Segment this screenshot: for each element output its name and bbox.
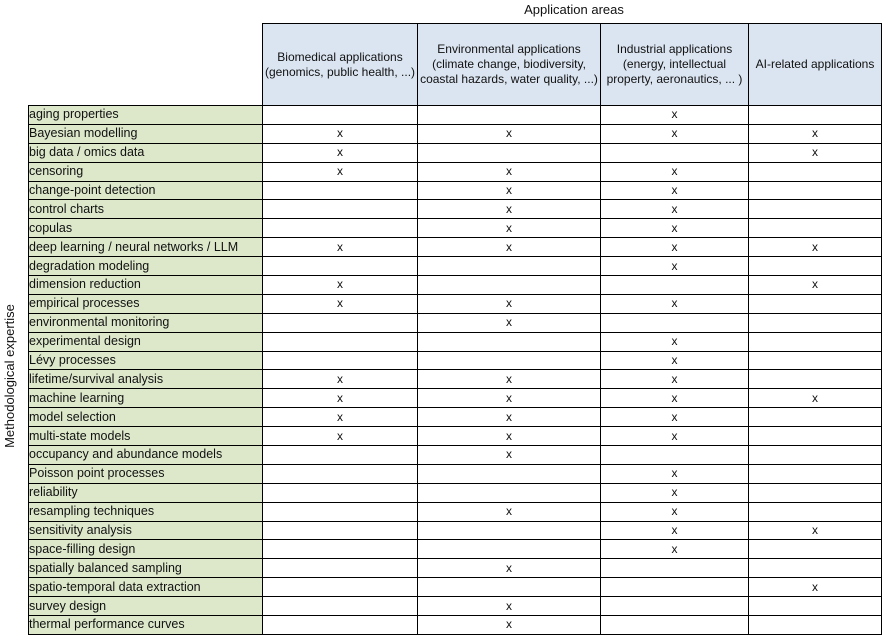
table-row xyxy=(29,351,882,370)
mark-cell xyxy=(418,332,601,351)
method-label: occupancy and abundance models xyxy=(29,446,263,465)
mark-cell: x xyxy=(749,143,882,162)
mark-cell xyxy=(749,294,882,313)
mark-cell: x xyxy=(263,294,418,313)
mark-cell: x xyxy=(601,370,749,389)
method-label: thermal performance curves xyxy=(29,616,263,635)
mark-cell: x xyxy=(601,408,749,427)
method-label: sensitivity analysis xyxy=(29,521,263,540)
matrix-body xyxy=(29,106,882,635)
method-label: aging properties xyxy=(29,106,263,125)
mark-cell xyxy=(749,257,882,276)
method-label: censoring xyxy=(29,162,263,181)
mark-cell: x xyxy=(601,124,749,143)
mark-cell: x xyxy=(601,162,749,181)
mark-cell: x xyxy=(601,540,749,559)
table-row xyxy=(29,276,882,295)
expertise-matrix-table xyxy=(28,23,882,635)
table-row xyxy=(29,559,882,578)
mark-cell: x xyxy=(263,370,418,389)
method-label: Bayesian modelling xyxy=(29,124,263,143)
mark-cell: x xyxy=(601,257,749,276)
method-label: empirical processes xyxy=(29,294,263,313)
table-row xyxy=(29,483,882,502)
table-row xyxy=(29,238,882,257)
table-row xyxy=(29,106,882,125)
mark-cell: x xyxy=(418,446,601,465)
mark-cell xyxy=(418,521,601,540)
mark-cell xyxy=(418,106,601,125)
mark-cell: x xyxy=(418,238,601,257)
method-label: spatially balanced sampling xyxy=(29,559,263,578)
mark-cell xyxy=(418,276,601,295)
mark-cell: x xyxy=(601,521,749,540)
mark-cell xyxy=(749,597,882,616)
mark-cell xyxy=(749,464,882,483)
method-label: machine learning xyxy=(29,389,263,408)
mark-cell: x xyxy=(601,106,749,125)
methodological-expertise-title: Methodological expertise xyxy=(2,304,17,448)
mark-cell: x xyxy=(263,427,418,446)
mark-cell xyxy=(418,143,601,162)
mark-cell: x xyxy=(601,332,749,351)
mark-cell: x xyxy=(418,181,601,200)
mark-cell xyxy=(601,276,749,295)
method-label: Poisson point processes xyxy=(29,464,263,483)
mark-cell: x xyxy=(418,294,601,313)
method-label: multi-state models xyxy=(29,427,263,446)
mark-cell: x xyxy=(749,578,882,597)
mark-cell xyxy=(263,257,418,276)
mark-cell xyxy=(749,219,882,238)
table-row xyxy=(29,124,882,143)
mark-cell xyxy=(263,464,418,483)
mark-cell xyxy=(418,483,601,502)
table-row xyxy=(29,502,882,521)
mark-cell xyxy=(749,181,882,200)
mark-cell xyxy=(263,521,418,540)
mark-cell xyxy=(263,540,418,559)
header-row xyxy=(29,24,882,106)
method-label: Lévy processes xyxy=(29,351,263,370)
method-label: copulas xyxy=(29,219,263,238)
table-row xyxy=(29,578,882,597)
mark-cell xyxy=(418,351,601,370)
column-header-industrial: Industrial applications (energy, intellectual property, aeronautics, ... ) xyxy=(601,24,749,106)
mark-cell: x xyxy=(749,124,882,143)
mark-cell: x xyxy=(418,408,601,427)
mark-cell xyxy=(749,559,882,578)
mark-cell: x xyxy=(601,351,749,370)
mark-cell: x xyxy=(601,483,749,502)
mark-cell xyxy=(263,219,418,238)
mark-cell xyxy=(601,446,749,465)
table-row xyxy=(29,616,882,635)
mark-cell: x xyxy=(263,124,418,143)
mark-cell: x xyxy=(601,389,749,408)
mark-cell xyxy=(263,597,418,616)
mark-cell: x xyxy=(418,162,601,181)
mark-cell xyxy=(418,540,601,559)
column-header-environmental: Environmental applications (climate change, biodiversity, coastal hazards, water quality, ...) xyxy=(418,24,601,106)
table-row xyxy=(29,389,882,408)
mark-cell: x xyxy=(601,181,749,200)
method-label: control charts xyxy=(29,200,263,219)
table-row xyxy=(29,219,882,238)
method-label: model selection xyxy=(29,408,263,427)
table-row xyxy=(29,332,882,351)
table-row xyxy=(29,200,882,219)
mark-cell: x xyxy=(263,162,418,181)
table-row xyxy=(29,446,882,465)
mark-cell xyxy=(749,540,882,559)
mark-cell: x xyxy=(418,559,601,578)
method-label: reliability xyxy=(29,483,263,502)
method-label: survey design xyxy=(29,597,263,616)
mark-cell xyxy=(418,464,601,483)
method-label: big data / omics data xyxy=(29,143,263,162)
mark-cell xyxy=(263,559,418,578)
method-label: deep learning / neural networks / LLM xyxy=(29,238,263,257)
table-row xyxy=(29,162,882,181)
table-row xyxy=(29,294,882,313)
mark-cell xyxy=(749,351,882,370)
method-label: environmental monitoring xyxy=(29,313,263,332)
mark-cell xyxy=(749,502,882,521)
table-row xyxy=(29,257,882,276)
mark-cell: x xyxy=(263,276,418,295)
mark-cell: x xyxy=(601,219,749,238)
mark-cell: x xyxy=(263,238,418,257)
mark-cell: x xyxy=(418,427,601,446)
mark-cell xyxy=(749,483,882,502)
mark-cell: x xyxy=(749,389,882,408)
mark-cell xyxy=(749,332,882,351)
method-label: change-point detection xyxy=(29,181,263,200)
table-row xyxy=(29,370,882,389)
table-row xyxy=(29,408,882,427)
mark-cell xyxy=(749,106,882,125)
mark-cell xyxy=(749,313,882,332)
mark-cell: x xyxy=(601,200,749,219)
mark-cell: x xyxy=(418,124,601,143)
mark-cell: x xyxy=(263,408,418,427)
mark-cell xyxy=(601,616,749,635)
table-row xyxy=(29,540,882,559)
mark-cell xyxy=(749,200,882,219)
application-areas-title: Application areas xyxy=(524,2,624,17)
table-row xyxy=(29,143,882,162)
mark-cell xyxy=(601,313,749,332)
mark-cell xyxy=(601,559,749,578)
mark-cell: x xyxy=(749,521,882,540)
table-row xyxy=(29,464,882,483)
mark-cell xyxy=(418,257,601,276)
column-header-biomedical: Biomedical applications (genomics, public health, ...) xyxy=(263,24,418,106)
mark-cell: x xyxy=(418,502,601,521)
mark-cell xyxy=(601,143,749,162)
mark-cell xyxy=(418,578,601,597)
method-label: experimental design xyxy=(29,332,263,351)
mark-cell xyxy=(263,332,418,351)
table-row xyxy=(29,427,882,446)
method-label: spatio-temporal data extraction xyxy=(29,578,263,597)
mark-cell: x xyxy=(418,597,601,616)
mark-cell xyxy=(263,181,418,200)
mark-cell xyxy=(263,502,418,521)
mark-cell: x xyxy=(601,502,749,521)
mark-cell: x xyxy=(601,464,749,483)
mark-cell: x xyxy=(263,143,418,162)
mark-cell xyxy=(601,597,749,616)
corner-cell xyxy=(29,24,263,106)
table-row xyxy=(29,181,882,200)
mark-cell xyxy=(263,351,418,370)
mark-cell: x xyxy=(418,370,601,389)
method-label: resampling techniques xyxy=(29,502,263,521)
mark-cell xyxy=(749,162,882,181)
mark-cell xyxy=(601,578,749,597)
table-row xyxy=(29,313,882,332)
mark-cell: x xyxy=(418,200,601,219)
mark-cell: x xyxy=(749,276,882,295)
mark-cell xyxy=(263,106,418,125)
mark-cell xyxy=(749,370,882,389)
mark-cell: x xyxy=(263,389,418,408)
mark-cell xyxy=(749,427,882,446)
mark-cell xyxy=(263,616,418,635)
mark-cell xyxy=(263,446,418,465)
mark-cell: x xyxy=(749,238,882,257)
method-label: degradation modeling xyxy=(29,257,263,276)
method-label: lifetime/survival analysis xyxy=(29,370,263,389)
column-header-ai-related: AI-related applications xyxy=(749,24,882,106)
method-label: space-filling design xyxy=(29,540,263,559)
table-row xyxy=(29,597,882,616)
mark-cell: x xyxy=(418,389,601,408)
mark-cell xyxy=(263,578,418,597)
mark-cell: x xyxy=(601,294,749,313)
mark-cell xyxy=(263,483,418,502)
mark-cell xyxy=(263,313,418,332)
table-row xyxy=(29,521,882,540)
mark-cell: x xyxy=(601,427,749,446)
mark-cell xyxy=(749,446,882,465)
method-label: dimension reduction xyxy=(29,276,263,295)
mark-cell: x xyxy=(418,219,601,238)
mark-cell xyxy=(263,200,418,219)
mark-cell: x xyxy=(418,313,601,332)
mark-cell xyxy=(749,408,882,427)
mark-cell: x xyxy=(601,238,749,257)
mark-cell: x xyxy=(418,616,601,635)
mark-cell xyxy=(749,616,882,635)
